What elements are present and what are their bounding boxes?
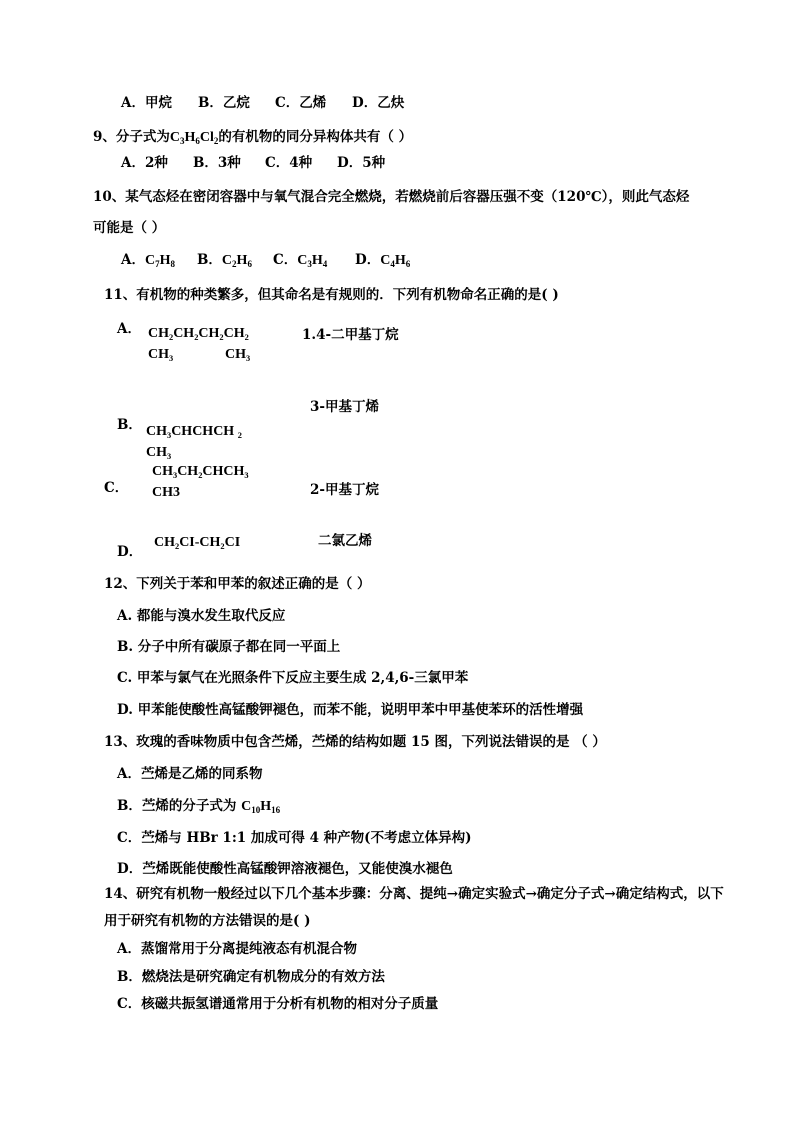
q13-option-c: C．苎烯与 HBr 1:1 加成可得 4 种产物(不考虑立体异构) xyxy=(117,830,472,846)
q9-option-a: A．2种 xyxy=(121,155,168,171)
q10-options xyxy=(121,254,410,268)
q9-stem: 9、分子式为$C_3H_6Cl_2$的有机物的同分异构体共有（ ） xyxy=(93,129,413,146)
q9-options xyxy=(121,157,385,171)
q11-c-branch: CH3 xyxy=(152,485,180,500)
q8-options xyxy=(121,97,404,111)
q10-option-b: B．$C_2H_6$ xyxy=(197,252,252,269)
q14-stem-line1: 14、研究有机物一般经过以下几个基本步骤：分离、提纯→确定实验式→确定分子式→确定结构式，以下 xyxy=(104,886,724,902)
q11-b-name: 3-甲基丁烯 xyxy=(310,399,379,415)
q13-option-d: D．苎烯既能使酸性高锰酸钾溶液褪色，又能使溴水褪色 xyxy=(117,861,453,877)
q11-stem: 11、有机物的种类繁多，但其命名是有规则的．下列有机物命名正确的是( ) xyxy=(104,287,559,303)
q12-option-c: C. 甲苯与氯气在光照条件下反应主要生成 2,4,6-三氯甲苯 xyxy=(117,670,469,686)
q10-option-d: D．$C_4H_6$ xyxy=(355,252,411,269)
q14-option-a: A．蒸馏常用于分离提纯液态有机混合物 xyxy=(117,941,357,957)
q11-a-label: A． xyxy=(117,321,141,337)
q11-a-branch-right: CH₃ xyxy=(225,347,251,362)
q14-option-c: C．核磁共振氢谱通常用于分析有机物的相对分子质量 xyxy=(117,996,439,1012)
q11-b-branch: CH₃ xyxy=(146,445,172,460)
q8-option-a: A．甲烷 xyxy=(121,95,172,111)
q13-option-b: B．苎烯的分子式为 $C_{10}H_{16}$ xyxy=(117,798,281,815)
q9-option-b: B．3种 xyxy=(193,155,241,171)
q11-c-label: C． xyxy=(104,480,129,496)
q14-stem-line2: 用于研究有机物的方法错误的是( ) xyxy=(104,913,311,929)
q11-b-label: B． xyxy=(117,417,142,433)
q14-option-b: B．燃烧法是研究确定有机物成分的有效方法 xyxy=(117,969,385,985)
q10-option-c: C．$C_3H_4$ xyxy=(273,252,328,269)
q12-stem: 12、下列关于苯和甲苯的叙述正确的是（ ） xyxy=(104,576,371,592)
q11-b-structure: CH₃CHCHCH ₂ xyxy=(146,424,242,439)
q9-option-c: C．4种 xyxy=(265,155,313,171)
q11-c-name: 2-甲基丁烷 xyxy=(310,482,379,498)
q12-option-a: A. 都能与溴水发生取代反应 xyxy=(117,608,286,624)
q8-option-b: B．乙烷 xyxy=(198,95,250,111)
q11-a-branch-left: CH₃ xyxy=(148,347,174,362)
q13-stem: 13、玫瑰的香味物质中包含苎烯，苎烯的结构如题 15 图，下列说法错误的是 （ ） xyxy=(104,734,606,750)
q13-formula: $C_{10}H_{16}$ xyxy=(241,799,281,815)
q12-option-d: D. 甲苯能使酸性高锰酸钾褪色，而苯不能，说明甲苯中甲基使苯环的活性增强 xyxy=(117,702,584,718)
q10-option-a: A．$C_7H_8$ xyxy=(121,252,175,269)
q11-a-structure: CH₂CH₂CH₂CH₂ xyxy=(148,326,249,341)
q8-option-d: D．乙炔 xyxy=(352,95,405,111)
q10-stem-line1: 10、某气态烃在密闭容器中与氧气混合完全燃烧，若燃烧前后容器压强不变（120℃），则此气态烃 xyxy=(93,189,690,205)
q13-option-a: A．苎烯是乙烯的同系物 xyxy=(117,766,263,782)
q11-d-name: 二氯乙烯 xyxy=(318,533,372,549)
q12-option-b: B. 分子中所有碳原子都在同一平面上 xyxy=(117,639,341,655)
q8-option-c: C．乙烯 xyxy=(275,95,327,111)
q9-formula: $C_3H_6Cl_2$ xyxy=(169,130,219,146)
q11-d-structure: CH₂CI-CH₂CI xyxy=(154,535,241,550)
q11-c-structure: CH₃CH₂CHCH₃ xyxy=(152,464,249,479)
q9-option-d: D．5种 xyxy=(337,155,386,171)
q10-stem-line2: 可能是（ ） xyxy=(93,220,166,236)
q11-a-name: 1.4-二甲基丁烷 xyxy=(302,327,399,343)
q11-d-label: D． xyxy=(117,544,143,560)
